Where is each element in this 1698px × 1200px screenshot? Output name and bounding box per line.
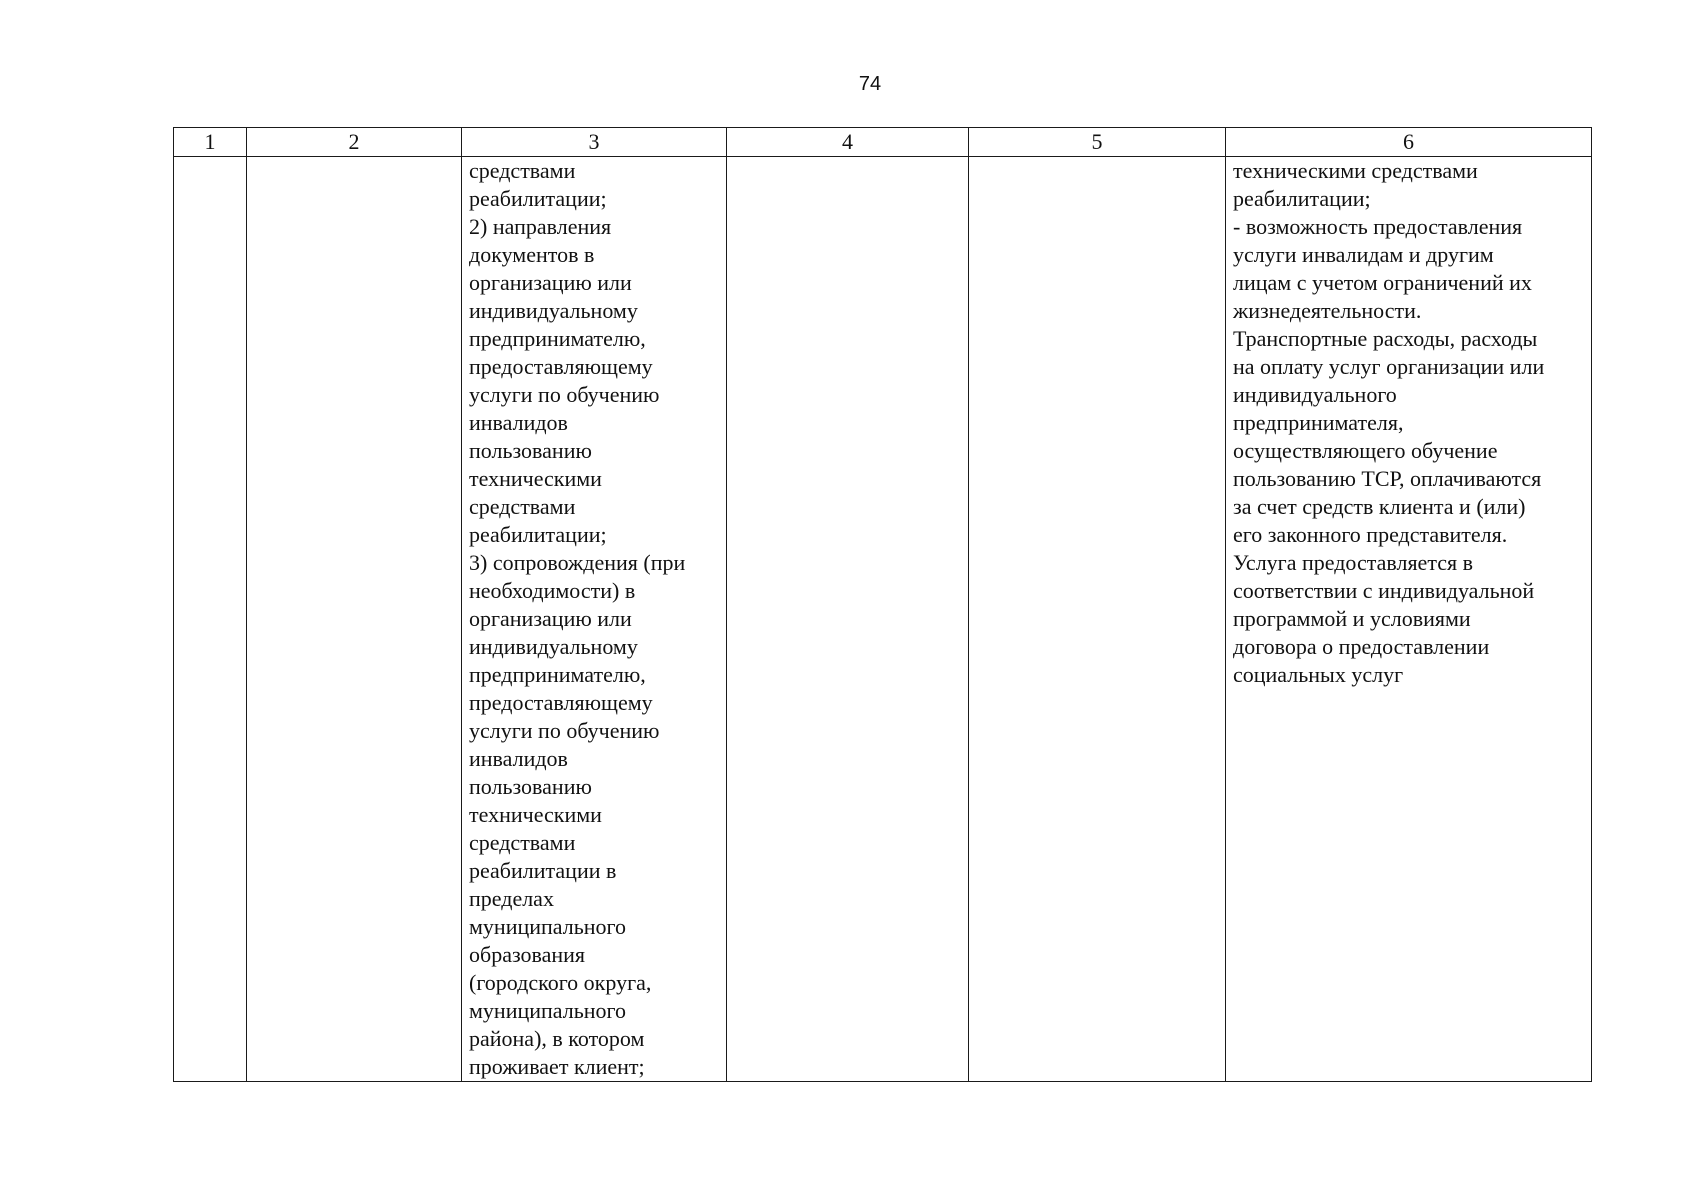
table-row (174, 157, 1592, 1082)
table-cell-col6 (1226, 157, 1592, 1082)
table-cell-col5 (969, 157, 1226, 1082)
column-header-5: 5 (969, 128, 1226, 157)
column-header-2: 2 (247, 128, 462, 157)
column-header-6: 6 (1226, 128, 1592, 157)
column-header-1: 1 (174, 128, 247, 157)
table-cell-col1 (174, 157, 247, 1082)
cell-text-col6: техническими средствами реабилитации; - возможность предоставления услуги инвалидам и другим лицам с учетом ограничений их жизнедеятельности. Транспортные расходы, расходы на оплату услуг организации или индивидуального предпринимателя, осуществляющего обучение пользованию ТСР, оплачиваются за счет средств клиента и (или) его законного представителя. Услуга предоставляется в соответствии с индивидуальной программой и условиями договора о предоставлении социальных услуг (1233, 158, 1545, 687)
table-header-row (174, 128, 1592, 157)
table-cell-col4 (727, 157, 969, 1082)
column-header-4: 4 (727, 128, 969, 157)
document-table (173, 127, 1592, 1082)
table-cell-col3 (462, 157, 727, 1082)
column-header-3: 3 (462, 128, 727, 157)
page-number: 74 (858, 73, 882, 95)
table-cell-col2 (247, 157, 462, 1082)
cell-text-col3: средствами реабилитации; 2) направления документов в организацию или индивидуальному предпринимателю, предоставляющему услуги по обучению инвалидов пользованию техническими средствами реабилитации; 3) сопровождения (при необходимости) в организацию или индивидуальному предпринимателю, предоставляющему услуги по обучению инвалидов пользованию техническими средствами реабилитации в пределах муниципального образования (городского округа, муниципального района), в котором проживает клиент; (469, 158, 686, 1079)
